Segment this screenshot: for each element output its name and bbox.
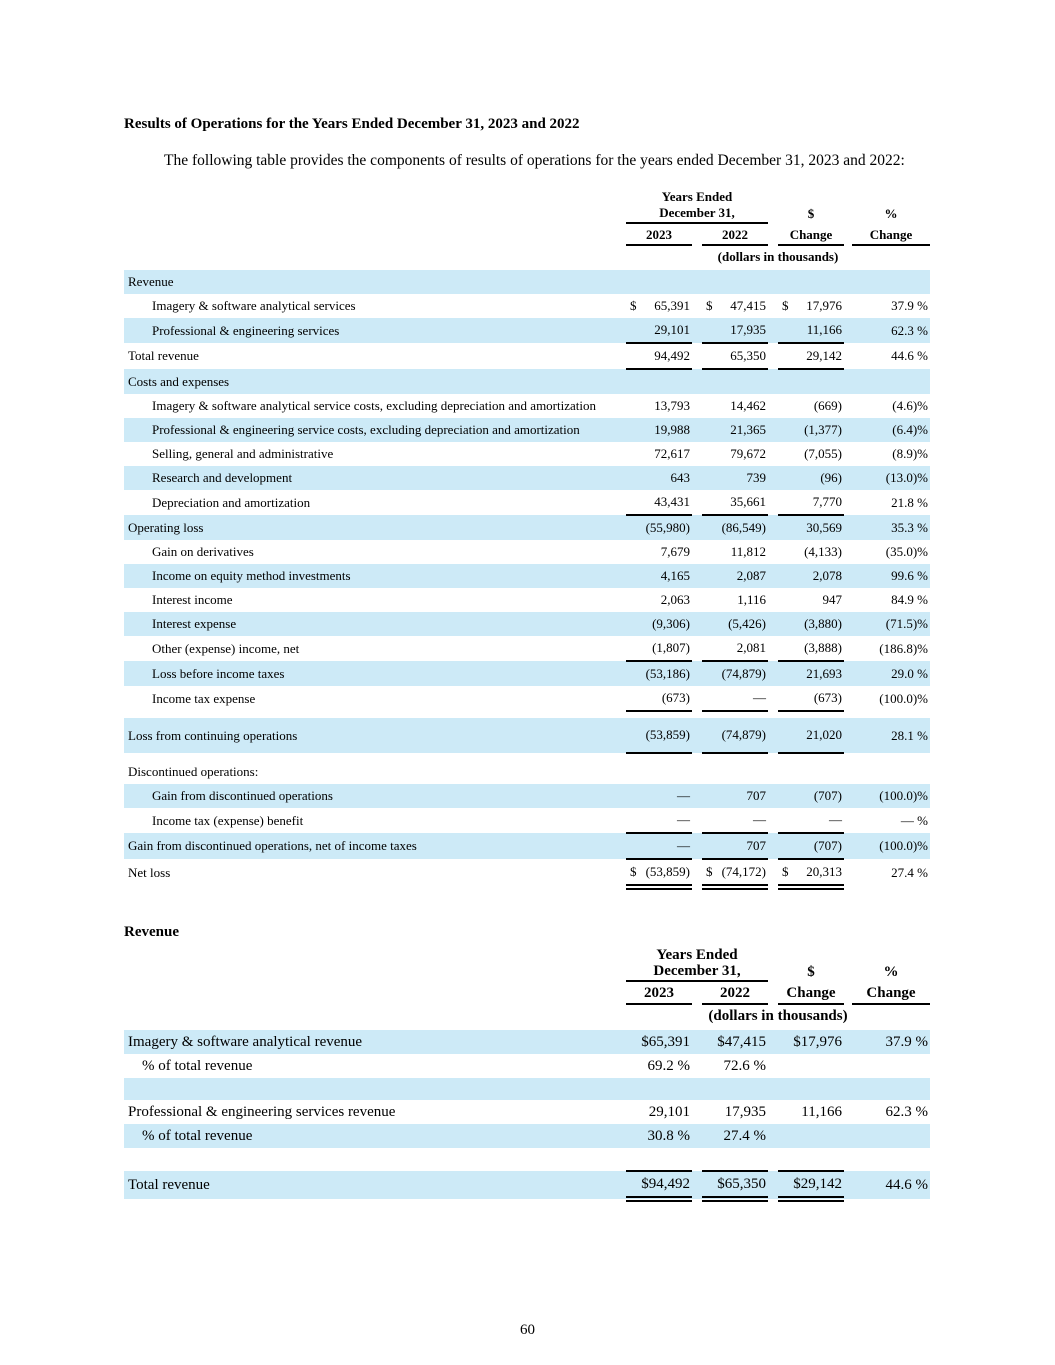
value-2023: (55,980) (645, 520, 690, 536)
row-blank (124, 1078, 930, 1100)
value-2023: $ (53,859) (626, 859, 692, 887)
value-2023: 29,101 (626, 318, 692, 343)
value-2023: $ 65,391 (630, 298, 690, 314)
row-costs-expenses-header (124, 369, 930, 394)
row-label: Gain on derivatives (152, 544, 254, 560)
value-dollar-change: (7,055) (804, 446, 842, 462)
value-2023: 13,793 (654, 398, 690, 414)
value-dollar-change: — (778, 808, 844, 833)
column-header-2023: 2023 (626, 223, 692, 245)
value-dollar-change: (3,888) (778, 636, 844, 661)
row-other-income-net (124, 636, 930, 661)
row-label: Total revenue (128, 1176, 210, 1193)
value-2023: (53,859) (626, 718, 692, 753)
value-2022: 27.4 % (723, 1127, 766, 1144)
value-2022: $47,415 (717, 1033, 766, 1050)
row-label: Professional & engineering services revenue (128, 1103, 396, 1120)
row-blank (124, 1148, 930, 1171)
row-revenue-header (124, 270, 930, 294)
row-label: Depreciation and amortization (152, 494, 311, 510)
row-interest-income (124, 588, 930, 612)
row-label: Total revenue (128, 348, 199, 364)
value-percent-change: (13.0)% (885, 470, 928, 486)
row-label: Net loss (128, 865, 171, 881)
row-imagery-pct-of-revenue (124, 1054, 930, 1078)
value-2022: 11,812 (730, 544, 766, 560)
value-2022: 72.6 % (723, 1057, 766, 1074)
row-label: Gain from discontinued operations (152, 788, 333, 804)
value-2023: 7,679 (660, 544, 690, 560)
value-dollar-change: $17,976 (793, 1033, 842, 1050)
value-2022: 707 (702, 833, 768, 859)
column-header-2023: 2023 (626, 981, 692, 1004)
row-label: Other (expense) income, net (152, 640, 300, 656)
row-selling-general-admin (124, 442, 930, 466)
value-2023: 72,617 (654, 446, 690, 462)
value-dollar-change: 947 (822, 592, 842, 608)
value-2023: $94,492 (626, 1171, 692, 1199)
value-dollar-change: (1,377) (804, 422, 842, 438)
row-label: Income tax (expense) benefit (152, 812, 304, 828)
value-2022: (86,549) (721, 520, 766, 536)
value-dollar-change: (707) (813, 788, 842, 804)
row-net-loss (124, 859, 930, 887)
row-income-tax-expense (124, 686, 930, 711)
value-2022: — (702, 808, 768, 833)
row-professional-pct-of-revenue (124, 1124, 930, 1148)
value-2022: $ 47,415 (706, 298, 766, 314)
column-header-2022: 2022 (702, 223, 768, 245)
value-2023: — (626, 833, 692, 859)
value-percent-change: 44.6 % (891, 348, 928, 364)
row-label: Costs and expenses (128, 373, 230, 389)
column-header-percent-change: Change (852, 981, 930, 1004)
table-header-row-1 (124, 189, 930, 223)
value-percent-change: 29.0 % (891, 665, 928, 681)
value-dollar-change: $ 17,976 (782, 298, 842, 314)
row-label: Operating loss (128, 519, 204, 535)
row-interest-expense (124, 612, 930, 636)
value-2023: 2,063 (660, 592, 690, 608)
value-percent-change: 27.4 % (891, 865, 928, 881)
units-note: (dollars in thousands) (708, 1008, 848, 1025)
value-dollar-change: 21,693 (806, 666, 842, 682)
value-percent-change: 62.3 % (885, 1103, 928, 1120)
years-ended-header: Years Ended December 31, (626, 189, 768, 223)
results-of-operations-table (124, 189, 930, 890)
value-2023: — (626, 808, 692, 833)
value-2022: 17,935 (724, 1103, 766, 1120)
column-header-2022: 2022 (702, 981, 768, 1004)
value-percent-change: 84.9 % (891, 592, 928, 608)
revenue-section-heading: Revenue (124, 924, 179, 941)
value-percent-change: 21.8 % (891, 494, 928, 510)
value-dollar-change: 2,078 (812, 568, 842, 584)
value-2023: 19,988 (654, 422, 690, 438)
value-2022: 79,672 (730, 446, 766, 462)
value-2023: (53,186) (645, 666, 690, 682)
column-header-percent-change: Change (852, 223, 930, 245)
row-imagery-services (124, 294, 930, 318)
row-income-tax-benefit (124, 808, 930, 833)
years-ended-header: Years Ended December 31, (626, 947, 768, 981)
value-2022: 17,935 (702, 318, 768, 343)
row-label: Gain from discontinued operations, net of income taxes (128, 838, 417, 854)
row-label: Professional & engineering services (152, 322, 340, 338)
value-percent-change: (35.0)% (885, 544, 928, 560)
value-percent-change: (71.5)% (885, 616, 928, 632)
value-percent-change: 99.6 % (891, 568, 928, 584)
value-2022: 739 (746, 470, 766, 486)
value-percent-change: 35.3 % (891, 519, 928, 535)
value-dollar-change: 29,142 (778, 343, 844, 369)
value-2022: 2,087 (736, 568, 766, 584)
value-2022: 65,350 (702, 343, 768, 369)
column-header-dollar-change: Change (778, 981, 844, 1004)
column-header-dollar-change: Change (778, 223, 844, 245)
value-percent-change: (4.6)% (892, 398, 928, 414)
value-percent-change: (100.0)% (879, 838, 928, 854)
row-total-revenue (124, 1171, 930, 1199)
row-imagery-costs (124, 394, 930, 418)
value-percent-change: (100.0)% (879, 690, 928, 706)
value-2023: 4,165 (660, 568, 690, 584)
row-label: Research and development (152, 470, 293, 486)
value-2022: $65,350 (702, 1171, 768, 1199)
value-2022: (74,879) (702, 718, 768, 753)
value-2023: 94,492 (626, 343, 692, 369)
value-dollar-change: $29,142 (778, 1171, 844, 1199)
value-2022: 2,081 (702, 636, 768, 661)
value-2022: (74,879) (721, 666, 766, 682)
value-2022: — (702, 686, 768, 711)
value-dollar-change: (96) (820, 470, 842, 486)
row-label: Interest income (152, 592, 233, 608)
row-label: Income on equity method investments (152, 568, 351, 584)
value-dollar-change: (673) (778, 686, 844, 711)
value-percent-change: (186.8)% (879, 640, 928, 656)
page-number: 60 (520, 1322, 535, 1338)
row-depreciation-amortization (124, 490, 930, 515)
row-equity-method-income (124, 564, 930, 588)
row-professional-services (124, 318, 930, 343)
value-percent-change: 44.6 % (885, 1176, 928, 1193)
value-2023: 643 (670, 470, 690, 486)
row-label: Imagery & software analytical service costs, excluding depreciation and amortization (152, 398, 596, 414)
value-2022: $ (74,172) (702, 859, 768, 887)
value-2022: 21,365 (730, 422, 766, 438)
value-2022: 35,661 (702, 490, 768, 515)
value-2023: $65,391 (641, 1033, 690, 1050)
row-label: % of total revenue (142, 1127, 253, 1144)
value-2023: (9,306) (652, 616, 690, 632)
row-label: Revenue (128, 274, 174, 290)
percent-change-symbol-header: % (883, 964, 899, 981)
value-2022: 1,116 (737, 592, 766, 608)
row-professional-costs (124, 418, 930, 442)
value-2023: 69.2 % (647, 1057, 690, 1074)
value-dollar-change: (669) (813, 398, 842, 414)
table-header-units-row (124, 1004, 930, 1030)
value-percent-change: (8.9)% (892, 446, 928, 462)
row-discontinued-operations-header (124, 760, 930, 784)
value-2023: (673) (626, 686, 692, 711)
row-label: Imagery & software analytical services (152, 298, 356, 314)
value-2022: 14,462 (730, 398, 766, 414)
row-label: Loss before income taxes (152, 665, 285, 681)
row-loss-continuing-operations (124, 718, 930, 753)
value-percent-change: 37.9 % (885, 1033, 928, 1050)
row-gain-discontinued-net (124, 833, 930, 859)
row-operating-loss (124, 515, 930, 540)
value-percent-change: 62.3 % (891, 322, 928, 338)
units-note: (dollars in thousands) (717, 249, 839, 265)
row-professional-revenue (124, 1100, 930, 1124)
value-percent-change: 28.1 % (891, 727, 928, 743)
percent-change-symbol-header: % (884, 206, 898, 222)
row-label: Professional & engineering service costs, excluding depreciation and amortization (152, 422, 580, 438)
value-percent-change: 37.9 % (891, 298, 928, 314)
row-label: Imagery & software analytical revenue (128, 1033, 363, 1050)
revenue-breakdown-table (124, 947, 930, 1202)
value-percent-change: — % (900, 812, 928, 828)
dollar-change-symbol-header: $ (807, 964, 815, 981)
table-header-row-1 (124, 947, 930, 981)
row-label: Interest expense (152, 616, 237, 632)
value-dollar-change: $ 20,313 (778, 859, 844, 887)
value-dollar-change: 7,770 (778, 490, 844, 515)
value-dollar-change: 11,166 (801, 1103, 842, 1120)
value-2023: 43,431 (626, 490, 692, 515)
value-dollar-change: (707) (778, 833, 844, 859)
row-label: Income tax expense (152, 690, 256, 706)
value-percent-change (852, 1124, 930, 1148)
value-percent-change: (100.0)% (879, 788, 928, 804)
value-2023: — (677, 788, 690, 804)
value-dollar-change: 21,020 (778, 718, 844, 753)
row-imagery-revenue (124, 1030, 930, 1054)
row-label: Discontinued operations: (128, 764, 259, 780)
dollar-change-symbol-header: $ (807, 206, 815, 222)
row-label: Selling, general and administrative (152, 446, 334, 462)
value-dollar-change (778, 1124, 844, 1148)
intro-paragraph: The following table provides the components of results of operations for the years ended December 31, 2023 and 2022: (164, 152, 905, 169)
row-label: Loss from continuing operations (128, 727, 298, 743)
table-header-units-row (124, 245, 930, 270)
table-header-row-2 (124, 981, 930, 1004)
value-percent-change: (6.4)% (892, 422, 928, 438)
row-gain-discontinued (124, 784, 930, 808)
table-header-row-2 (124, 223, 930, 245)
row-total-revenue (124, 343, 930, 369)
value-2023: 29,101 (648, 1103, 690, 1120)
row-label: % of total revenue (142, 1057, 253, 1074)
value-dollar-change: 11,166 (778, 318, 844, 343)
value-dollar-change: (4,133) (804, 544, 842, 560)
row-gain-derivatives (124, 540, 930, 564)
value-2022: (5,426) (728, 616, 766, 632)
row-loss-before-taxes (124, 661, 930, 686)
page-title: Results of Operations for the Years Ended December 31, 2023 and 2022 (124, 116, 580, 132)
value-2023: 30.8 % (647, 1127, 690, 1144)
value-2022: 707 (746, 788, 766, 804)
value-dollar-change: (3,880) (804, 616, 842, 632)
value-dollar-change: 30,569 (806, 520, 842, 536)
row-research-development (124, 466, 930, 490)
value-2023: (1,807) (626, 636, 692, 661)
value-dollar-change (778, 1054, 844, 1078)
value-percent-change (852, 1054, 930, 1078)
